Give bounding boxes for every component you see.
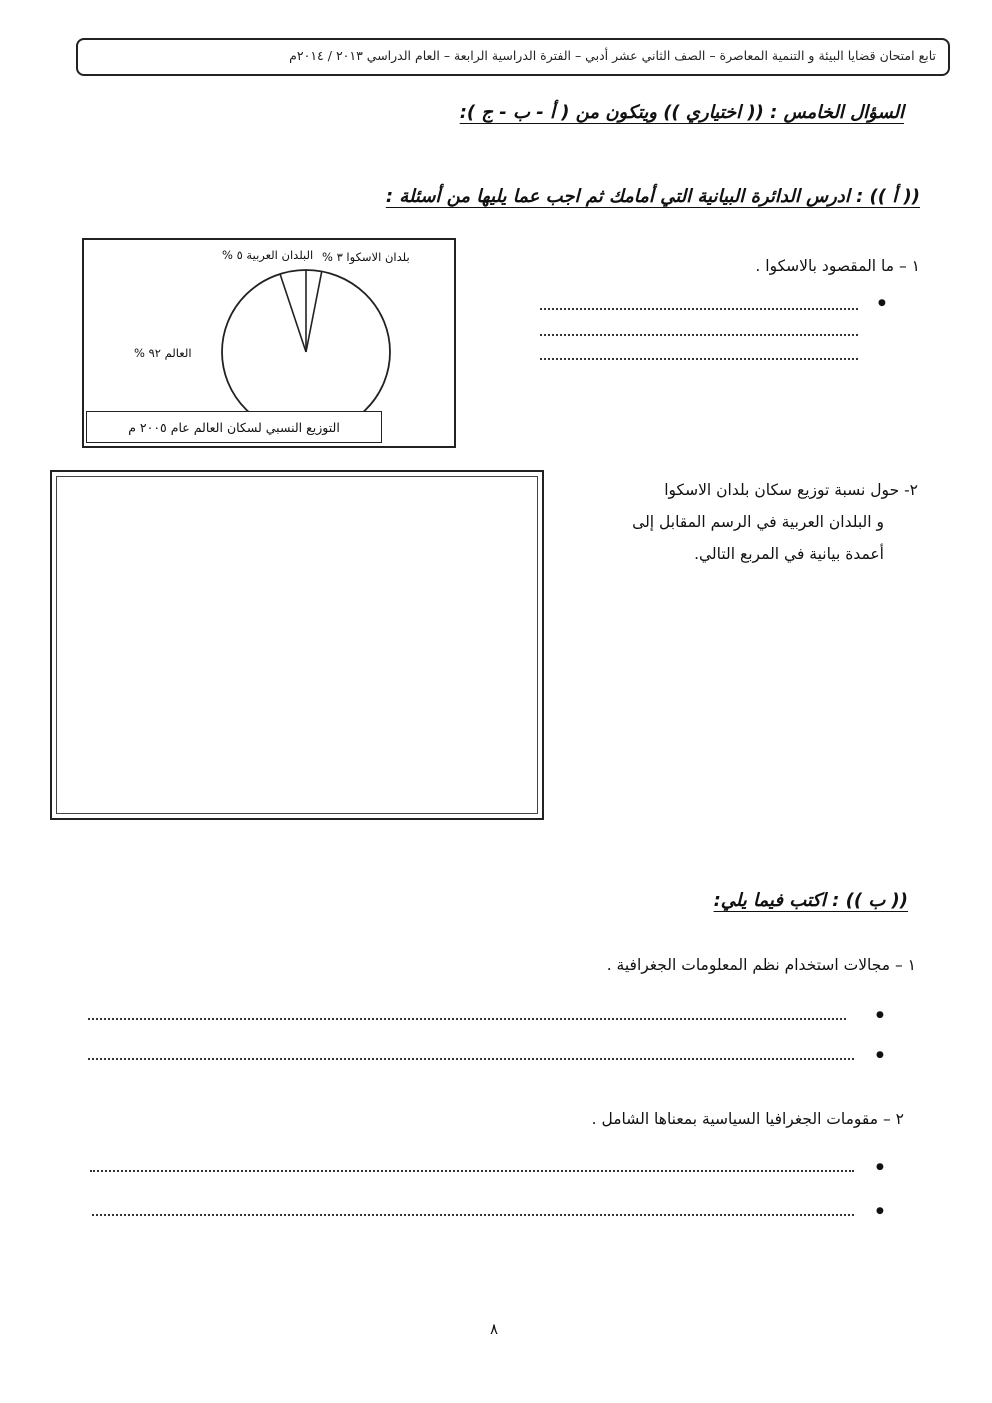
answer-line[interactable]	[88, 1018, 846, 1020]
page-number: ٨	[490, 1320, 499, 1338]
answer-line[interactable]	[540, 308, 858, 310]
answer-line[interactable]	[540, 334, 858, 336]
answer-line[interactable]	[540, 358, 858, 360]
bar-chart-answer-box[interactable]	[50, 470, 544, 820]
bullet-icon: ●	[876, 1010, 884, 1020]
part-a-question-2-line-1: ٢- حول نسبة توزيع سكان بلدان الاسكوا	[664, 481, 918, 499]
answer-line[interactable]	[88, 1058, 854, 1060]
part-a-question-2-line-2: و البلدان العربية في الرسم المقابل إلى	[632, 513, 884, 531]
pie-label-escwa: بلدان الاسكوا ٣ %	[322, 250, 410, 264]
part-a-title: (( أ )) : ادرس الدائرة البيانية التي أمامك ثم اجب عما يليها من أسئلة :	[385, 186, 920, 207]
section-title: السؤال الخامس : (( اختياري )) ويتكون من ( أ - ب - ج ):	[459, 102, 904, 123]
header-text: تابع امتحان قضايا البيئة و التنمية المعاصرة – الصف الثاني عشر أدبي – الفترة الدراسية الرابعة – العام الدراسي ٢٠١٣ / ٢٠١٤م	[289, 48, 936, 63]
pie-label-world: العالم ٩٢ %	[134, 346, 192, 360]
bullet-icon: ●	[876, 1050, 884, 1060]
part-a-question-1: ١ – ما المقصود بالاسكوا .	[755, 257, 920, 275]
answer-line[interactable]	[90, 1170, 854, 1172]
answer-line[interactable]	[92, 1214, 854, 1216]
pie-label-arab: البلدان العربية ٥ %	[222, 248, 314, 262]
part-a-question-2-line-3: أعمدة بيانية في المربع التالي.	[694, 545, 884, 563]
chart-caption: التوزيع النسبي لسكان العالم عام ٢٠٠٥ م	[86, 411, 382, 443]
part-b-question-1: ١ – مجالات استخدام نظم المعلومات الجغرافية .	[606, 956, 916, 974]
part-b-question-2: ٢ – مقومات الجغرافيا السياسية بمعناها الشامل .	[591, 1110, 904, 1128]
header-box	[76, 38, 950, 76]
bullet-icon: ●	[876, 1206, 884, 1216]
part-b-title: (( ب )) : اكتب فيما يلي:	[713, 890, 908, 911]
bullet-icon: ●	[876, 1162, 884, 1172]
bullet-icon: ●	[878, 298, 886, 308]
